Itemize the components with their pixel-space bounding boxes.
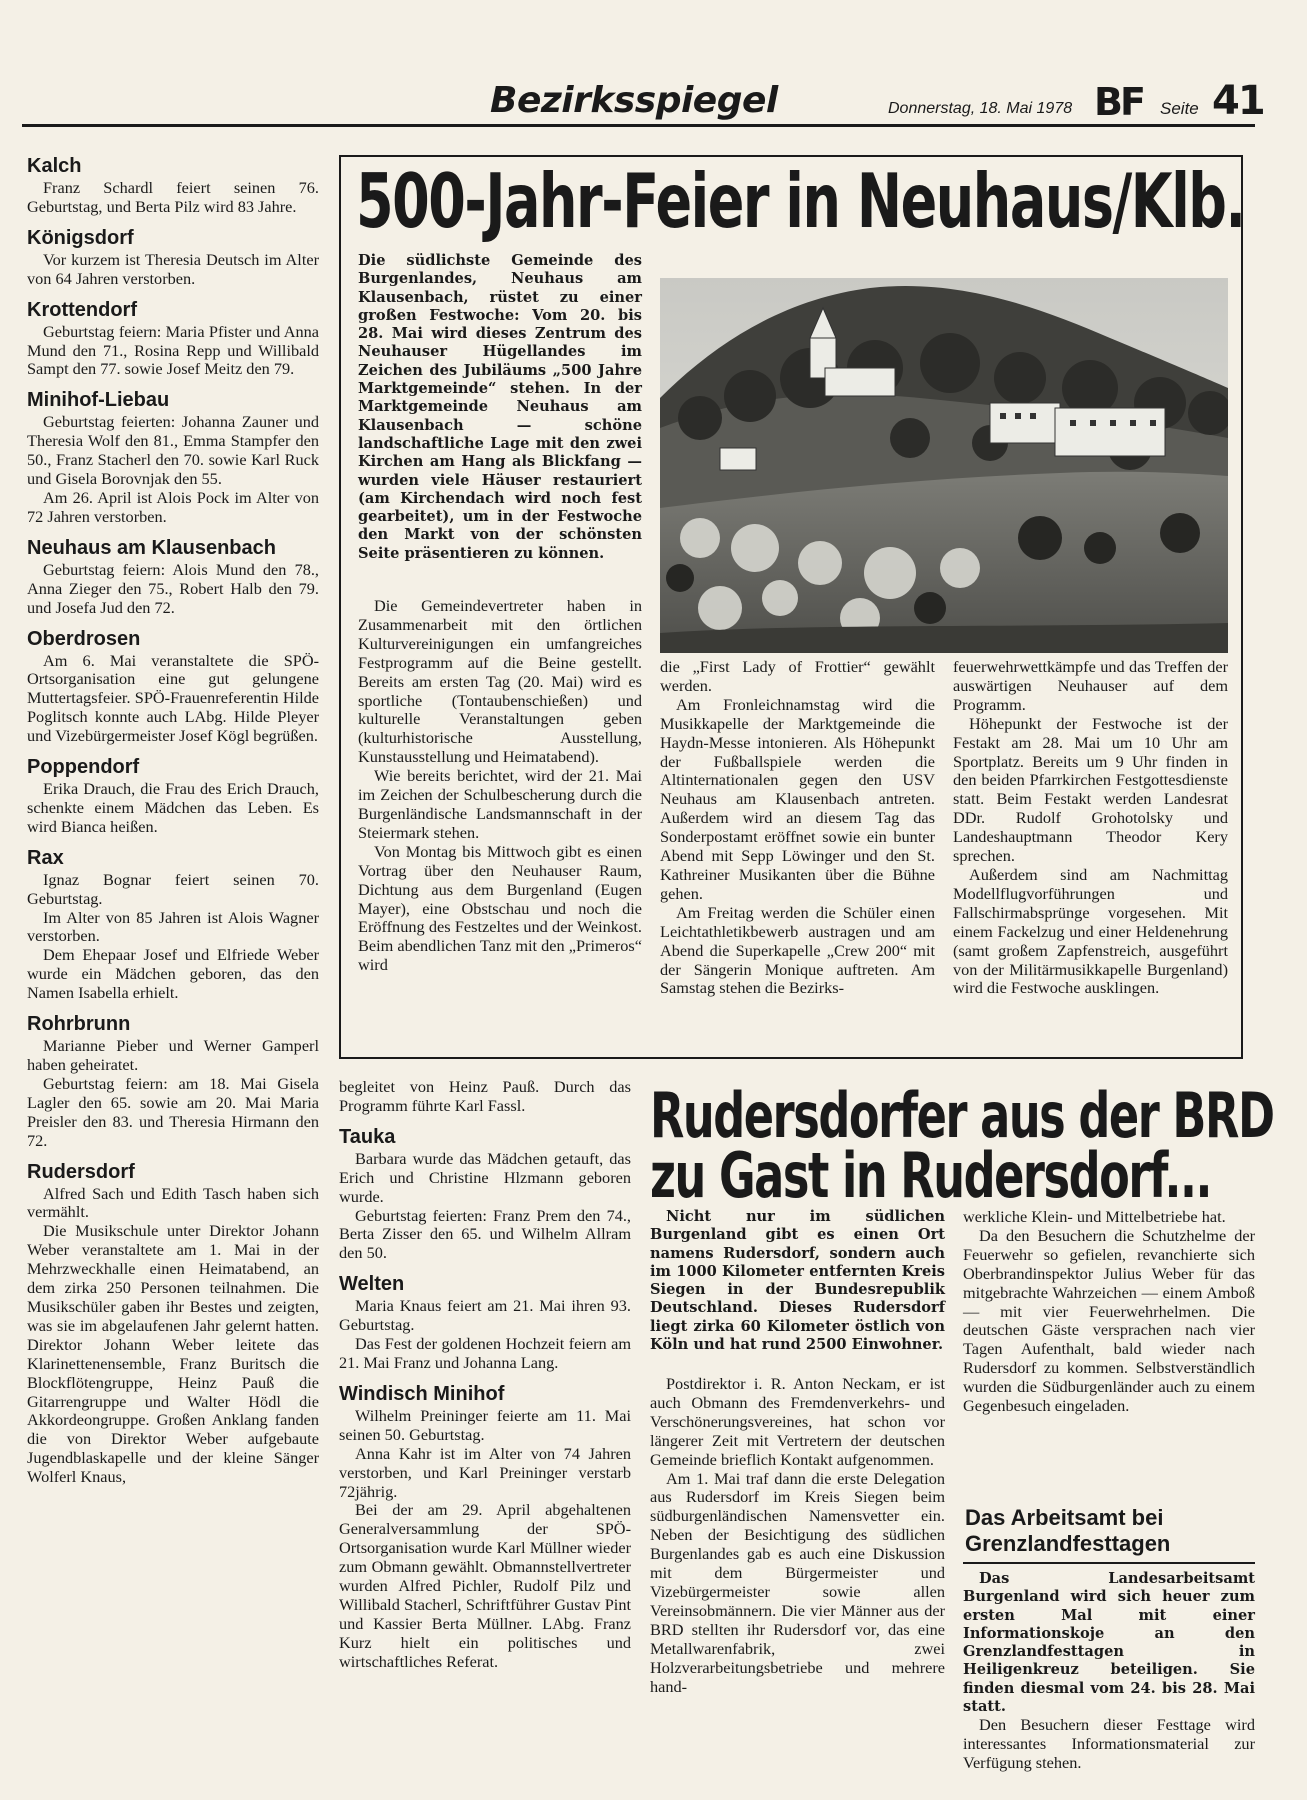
place-news-text: Marianne Pieber und Werner Gamperl haben geheiratet. (27, 1036, 319, 1074)
place-news-text: Dem Ehepaar Josef und Elfriede Weber wurde ein Mädchen geboren, das den Namen Isabella erhielt. (27, 945, 319, 1003)
rudersdorf-paragraph: Da den Besuchern die Schutzhelme der Feuerwehr so gefielen, revanchierte sich Oberbrandinspektor Julius Weber für das mitgebrachte Wahrzeichen — einem Amboß — mit vier Feuerwehrhelmen. Die deutschen Gäste versprachen nach vier Tagen Aufenthalt, bald wieder nach Rudersdorf zu kommen. Selbstverständlich wurden die Südburgenländer auch zu einem Gegenbesuch eingeladen. (963, 1225, 1255, 1416)
arbeitsamt-rule (963, 1562, 1255, 1564)
rudersdorf-paragraph: werkliche Klein- und Mittelbetriebe hat. (963, 1207, 1226, 1226)
feature-paragraph: Am Freitag werden die Schüler einen Leichtathletikbewerb austragen und am Abend die Superkapelle „Crew 200“ mit der Sängerin Monique auftreten. Am Samstag stehen die Bezirks- (660, 902, 935, 998)
place-heading: Rohrbrunn (27, 1013, 131, 1036)
place-news-text: Anna Kahr ist im Alter von 74 Jahren verstorben, und Karl Preininger verstarb 72jährig. (339, 1443, 631, 1501)
feature-lead-text: Die südlichste Gemeinde des Burgenlandes, Neuhaus am Klausenbach, rüstet zu einer großen Festwoche: Vom 20. bis 28. Mai wird dieses Zentrum des Neuhauser Hügellandes im Zeichen des Jubiläums „500 Jahre Marktgemeinde“ stehen. In der Marktgemeinde Neuhaus am Klausenbach — schöne landschaftliche Lage mit den zwei Kirchen am Hang als Blickfang — wurden viele Häuser restauriert (am Kirchendach wird noch fest gearbeitet), um in der Festwoche den Markt von der schönsten Seite präsentieren zu können. (358, 252, 642, 562)
feature-paragraph: Wie bereits berichtet, wird der 21. Mai im Zeichen der Schulbescherung durch die Burgenländische Landsmannschaft in der Steiermark stehen. (358, 766, 642, 842)
feature-col3 (953, 658, 1228, 998)
left-column (27, 155, 319, 1487)
rudersdorf-col1 (650, 1375, 945, 1696)
rudersdorf-headline-line1: Rudersdorfer aus der BRD (650, 1079, 1274, 1152)
arbeitsamt-headline-line2: Grenzlandfesttagen (965, 1531, 1171, 1556)
place-news-text: Wilhelm Preininger feierte am 11. Mai seinen 50. Geburtstag. (339, 1405, 631, 1444)
feature-paragraph: Am Fronleichnamstag wird die Musikkapelle der Marktgemeinde die Haydn-Messe intonieren. Als Höhepunkt der Fußballspiele werden die Altinternationalen gegen den USV Neuhaus am Klausenbach antreten. Außerdem wird an diesem Tag das Sonderpostamt eröffnet sowie ein bunter Abend mit Sepp Löwinger und den St. Kathreiner Musikanten über die Bühne gehen. (660, 694, 935, 903)
place-news-text: Bei der am 29. April abgehaltenen Generalversammlung der SPÖ-Ortsorganisation wurde Karl Müllner wieder zum Obmann gewählt. Obmannstellvertreter wurden Alfred Pichler, Rudolf Pilz und Willibald Stacherl, Schriftführer Gustav Pint und Kassier Berta Müllner. LAbg. Franz Kurz hielt ein politisches und wirtschaftliches Referat. (339, 1500, 631, 1671)
rudersdorf-lead-text: Nicht nur im südlichen Burgenland gibt es einen Ort namens Rudersdorf, sondern auch im 1000 Kilometer entfernten Kreis Siegen in der Bundesrepublik Deutschland. Dieses Rudersdorf liegt zirka 60 Kilometer östlich von Köln und hat rund 2500 Einwohner. (650, 1208, 945, 1354)
feature-paragraph: Außerdem sind am Nachmittag Modellflugvorführungen und Fallschirmabsprünge vorgesehen. Mit einem Fackelzug und einer Heldenehrung (samt großem Zapfenstreich, ausgeführt von der Militärmusikkapelle Burgenland) wird die Festwoche ausklingen. (953, 864, 1228, 998)
feature-paragraph: die „First Lady of Frottier“ gewählt werden. (660, 657, 935, 695)
place-news-text: Am 26. April ist Alois Pock im Alter von 72 Jahren verstorben. (27, 487, 319, 526)
arbeitsamt-headline-line1: Das Arbeitsamt bei (965, 1505, 1164, 1530)
place-news-text: Vor kurzem ist Theresia Deutsch im Alter von 64 Jahren verstorben. (27, 249, 319, 288)
rudersdorf-paragraph: Postdirektor i. R. Anton Neckam, er ist auch Obmann des Fremdenverkehrs- und Verschönerungsvereines, hat schon vor längerer Zeit mit Vertretern der deutschen Gemeinde brieflich Kontakt aufgenommen. (650, 1374, 945, 1469)
place-news-text: Geburtstag feierten: Johanna Zauner und Theresia Wolf den 81., Emma Stampfer den 50., Franz Stacherl den 70. sowie Karl Ruck und Gisela Borovnjak den 55. (27, 412, 319, 489)
rudersdorf-paragraph: Am 1. Mai traf dann die erste Delegation aus Rudersdorf im Kreis Siegen beim südburgenländischen Namensvetter ein. Neben der Besichtigung des südlichen Burgenlandes gab es auch eine Diskussion mit dem Bürgermeister und Vizebürgermeister sowie allen Vereinsobmännern. Die vier Männer aus der BRD stellten ihr Rudersdorf vor, das eine Metallwarenfabrik, zwei Holzverarbeitungsbetriebe und mehrere hand- (650, 1468, 945, 1696)
place-news-text: Die Musikschule unter Direktor Johann Weber veranstaltete am 1. Mai in der Mehrzweckhalle einen Heimatabend, an dem zirka 250 Personen teilnahmen. Die Musikschüler gaben ihr Bestes und zeigten, was sie im abgelaufenen Jahr gelernt hatten. Direktor Johann Weber leitete das Klarinettenensemble, Franz Buritsch die Blockflötengruppe, Heinz Pauß die Gitarrengruppe und Walter Hödl die Akkordeongruppe. Großen Anklang fanden die von Direktor Weber aufgebaute Jugendblaskapelle und der kleine Sänger Wolferl Knaus, (27, 1221, 319, 1487)
place-news-text: Franz Schardl feiert seinen 76. Geburtstag, und Berta Pilz wird 83 Jahre. (27, 178, 319, 216)
place-heading: Kalch (27, 155, 82, 177)
place-news-text: Am 6. Mai veranstaltete die SPÖ-Ortsorganisation eine gut gelungene Muttertagsfeier. SPÖ-Frauenreferentin Hilde Poglitsch konnte auch LAbg. Hilde Pleyer und Vizebürgermeister Josef Kögl begrüßen. (27, 650, 319, 746)
place-heading: Welten (339, 1273, 405, 1296)
place-news-text: Geburtstag feiern: Alois Mund den 78., Anna Zieger den 75., Robert Halb den 79. und Josefa Jud den 72. (27, 559, 319, 617)
rudersdorf-col2 (963, 1208, 1255, 1416)
place-news-text: Geburtstag feiern: am 18. Mai Gisela Lagler den 65. sowie am 20. Mai Maria Preisler den 83. und Theresia Hirmann den 72. (27, 1073, 319, 1150)
place-news-text: Maria Knaus feiert am 21. Mai ihren 93. Geburtstag. (339, 1296, 631, 1335)
feature-col1 (358, 597, 642, 975)
feature-paragraph: Die Gemeindevertreter haben in Zusammenarbeit mit den örtlichen Kulturvereinigungen ein umfangreiches Festprogramm auf die Beine gestellt. Bereits am ersten Tag (20. Mai) wird es sportliche (Tontaubenschießen) und kulturelle Veranstaltungen geben (kulturhistorische Ausstellung, Kunstausstellung und Heimatabend). (358, 596, 642, 767)
place-news-text: Geburtstag feiern: Maria Pfister und Anna Mund den 71., Rosina Repp und Willibald Sampt den 77. sowie Josef Meitz den 79. (27, 321, 319, 379)
place-heading: Windisch Minihof (339, 1382, 505, 1405)
feature-paragraph: Von Montag bis Mittwoch gibt es einen Vortrag über den Neuhauser Raum, Dichtung aus dem Burgenland (Eugen Mayer), eine Obstschau und noch die Eröffnung des Festzeltes und der Weinkost. Beim abendlichen Tanz mit den „Primeros“ wird (358, 841, 642, 975)
village-photo (660, 278, 1228, 653)
place-news-text: Das Fest der goldenen Hochzeit feiern am 21. Mai Franz und Johanna Lang. (339, 1334, 631, 1372)
place-heading: Minihof-Liebau (27, 389, 170, 412)
middle-column (339, 1078, 631, 1672)
feature-paragraph: Höhepunkt der Festwoche ist der Festakt am 28. Mai um 10 Uhr am Sportplatz. Bereits um 9 Uhr finden in den beiden Pfarrkirchen Festgottesdienste statt. Beim Festakt werden Landesrat DDr. Rudolf Grohotolsky und Landeshauptmann Theodor Kery sprechen. (953, 713, 1228, 866)
place-heading: Neuhaus am Klausenbach (27, 536, 276, 559)
issue-date: Donnerstag, 18. Mai 1978 (888, 100, 1073, 117)
arbeitsamt-lead: Das Landesarbeitsamt Burgenland wird sich heuer zum ersten Mal mit einer Informationskoje an den Grenzlandfesttagen in Heiligenkreuz beteiligen. Sie finden diesmal vom 24. bis 28. Mai statt. (963, 1570, 1255, 1716)
place-heading: Krottendorf (27, 298, 137, 321)
village-photo-image (660, 278, 1228, 653)
place-news-text: Ignaz Bognar feiert seinen 70. Geburtstag. (27, 869, 319, 908)
place-news-text: Barbara wurde das Mädchen getauft, das Erich und Christine Hlzmann geboren wurde. (339, 1148, 631, 1206)
place-heading: Poppendorf (27, 756, 140, 779)
page-label: Seite (1160, 99, 1199, 118)
place-news-text: Geburtstag feierten: Franz Prem den 74., Berta Zisser den 65. und Wilhelm Allram den 50. (339, 1205, 631, 1263)
place-heading: Rudersdorf (27, 1160, 135, 1183)
feature-col2 (660, 658, 935, 998)
rudersdorf-headline-line2: zu Gast in Rudersdorf... (650, 1139, 1212, 1212)
place-heading: Oberdrosen (27, 627, 141, 650)
rudersdorf-lead (650, 1208, 945, 1354)
paper-logo: BF (1094, 80, 1143, 124)
place-heading: Rax (27, 846, 64, 869)
middle-continuation: begleitet von Heinz Pauß. Durch das Programm führte Karl Fassl. (339, 1077, 631, 1115)
place-news-text: Im Alter von 85 Jahren ist Alois Wagner verstorben. (27, 907, 319, 946)
place-heading: Königsdorf (27, 226, 134, 249)
arbeitsamt-text: Den Besuchern dieser Festtage wird interessantes Informationsmaterial zur Verfügung stehen. (963, 1715, 1255, 1773)
page-number: 41 (1212, 78, 1264, 124)
masthead-rule (22, 124, 1255, 127)
section-title: Bezirksspiegel (490, 80, 778, 121)
arbeitsamt-body (963, 1570, 1255, 1773)
place-news-text: Alfred Sach und Edith Tasch haben sich vermählt. (27, 1183, 319, 1222)
feature-paragraph: feuerwehrwettkämpfe und das Treffen der auswärtigen Neuhauser auf dem Programm. (953, 657, 1228, 714)
place-news-text: Erika Drauch, die Frau des Erich Drauch, schenkte einem Mädchen das Leben. Es wird Bianca heißen. (27, 779, 319, 836)
place-heading: Tauka (339, 1125, 396, 1148)
feature-headline: 500-Jahr-Feier in Neuhaus/Klb. (356, 157, 1245, 245)
feature-lead (358, 252, 642, 563)
